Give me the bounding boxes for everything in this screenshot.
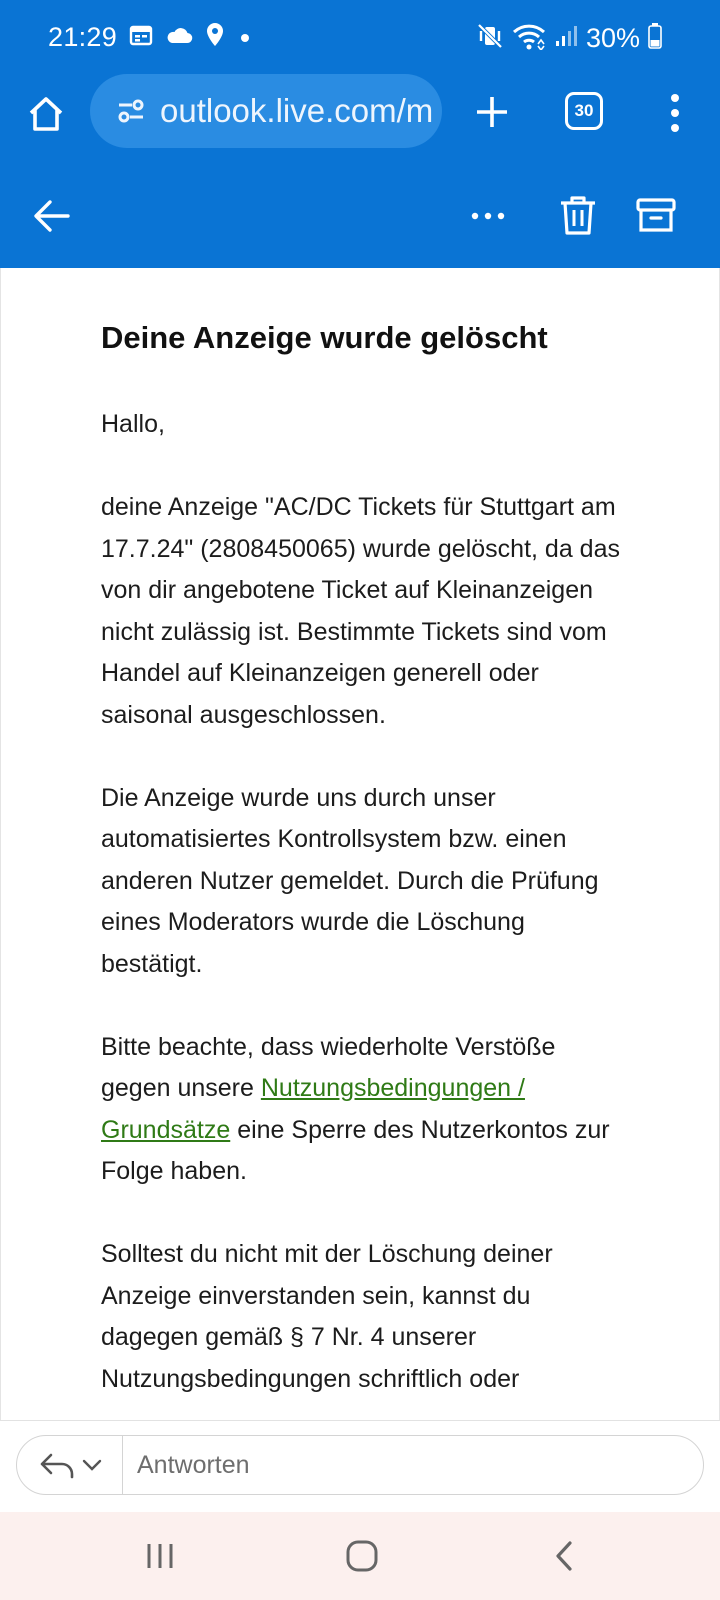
reply-bar <box>0 1420 720 1512</box>
status-bar <box>0 0 720 80</box>
reply-box <box>16 1435 704 1495</box>
signal-icon <box>554 24 578 53</box>
home-icon <box>26 94 66 134</box>
reply-options-button[interactable] <box>17 1436 123 1494</box>
browser-home-button[interactable] <box>22 90 70 138</box>
paragraph-4: Solltest du nicht mit der Löschung deiner Anzeige einverstanden sein, kannst du dagegen gemäß § 7 Nr. 4 unserer Nutzungsbedingungen schriftlich oder <box>101 1240 553 1393</box>
new-tab-button[interactable] <box>466 86 518 138</box>
paragraph-2: Die Anzeige wurde uns durch unser automatisiertes Kontrollsystem bzw. einen anderen Nutzer gemeldet. Durch die Prüfung eines Moderators wurde die Löschung bestätigt. <box>101 783 599 978</box>
status-time: 21:29 <box>48 22 118 52</box>
reply-input[interactable] <box>123 1436 683 1494</box>
location-icon <box>205 22 225 53</box>
reply-arrow-icon <box>38 1451 76 1479</box>
paragraph-3: Bitte beachte, dass wiederholte Verstöße gegen unsere Nutzungsbedingungen / Grundsätze eine Sperre des Nutzerkontos zur Folge haben. <box>101 1032 610 1185</box>
new-tab-icon <box>475 95 509 129</box>
address-bar[interactable] <box>90 74 442 148</box>
recent-apps-icon <box>145 1542 175 1570</box>
home-nav-button[interactable] <box>332 1530 392 1582</box>
greeting: Hallo, <box>101 410 165 438</box>
more-menu-icon <box>671 94 679 102</box>
battery-percent: 30% <box>585 23 640 53</box>
delete-button[interactable] <box>552 190 604 242</box>
mail-toolbar <box>0 164 720 268</box>
calendar-icon <box>129 23 153 52</box>
back-nav-icon <box>553 1540 575 1572</box>
recent-apps-button[interactable] <box>130 1530 190 1582</box>
cloud-icon <box>165 24 193 51</box>
wifi-icon <box>512 22 546 55</box>
archive-icon <box>635 196 677 236</box>
back-button[interactable] <box>26 190 78 242</box>
home-circle-icon <box>346 1540 378 1572</box>
battery-icon <box>648 23 662 54</box>
message-subject: Deine Anzeige wurde gelöscht <box>101 320 548 355</box>
message-text <box>101 404 621 1420</box>
back-arrow-icon <box>32 199 72 233</box>
site-settings-icon[interactable] <box>116 96 146 126</box>
mute-vibrate-icon <box>476 22 504 55</box>
message-body <box>0 268 720 1420</box>
browser-toolbar <box>0 80 720 164</box>
back-nav-button[interactable] <box>534 1530 594 1582</box>
more-menu-button[interactable] <box>660 88 690 138</box>
chevron-down-icon <box>82 1459 102 1471</box>
tab-switcher-button[interactable] <box>565 92 603 130</box>
url-text[interactable]: outlook.live.com/m <box>160 92 434 129</box>
android-nav-bar <box>0 1512 720 1600</box>
delete-icon <box>558 195 598 237</box>
archive-button[interactable] <box>630 190 682 242</box>
notification-dot <box>241 34 249 42</box>
tab-count: 30 <box>574 101 594 120</box>
more-horizontal-icon <box>470 211 506 221</box>
paragraph-1: deine Anzeige "AC/DC Tickets für Stuttgart am 17.7.24" (2808450065) wurde gelöscht, da das von dir angebotene Ticket auf Kleinanzeigen nicht zulässig ist. Bestimmte Tickets sind vom Handel auf Kleinanzeigen generell oder saisonal ausgeschlossen. <box>101 493 620 729</box>
terms-link[interactable]: Nutzungsbedingungen / Grundsätze <box>101 1074 525 1144</box>
more-actions-button[interactable] <box>462 190 514 242</box>
